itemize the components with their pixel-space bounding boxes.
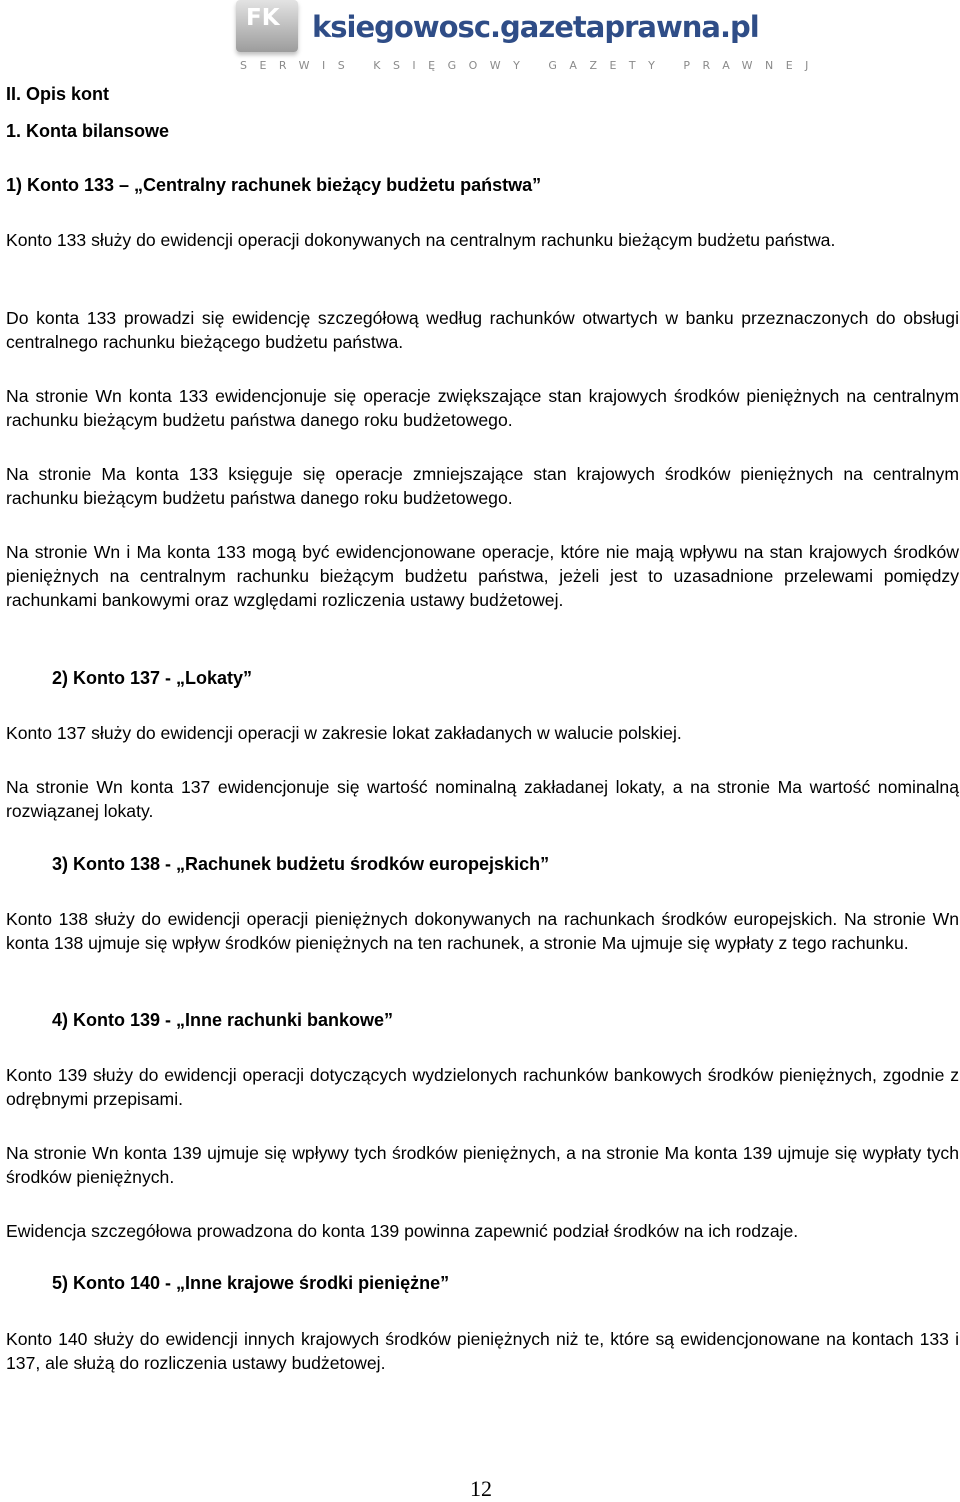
- paragraph: Ewidencja szczegółowa prowadzona do konta 139 powinna zapewnić podział środków na ich rodzaje.: [6, 1221, 799, 1241]
- paragraph: Do konta 133 prowadzi się ewidencję szczegółową według rachunków otwartych w banku przeznaczonych do obsługi centralnego rachunku bieżącego budżetu państwa.: [6, 308, 959, 352]
- account-140-title: 5) Konto 140 - „Inne krajowe środki pieniężne”: [52, 1273, 450, 1293]
- paragraph: Konto 140 służy do ewidencji innych krajowych środków pieniężnych niż te, które są ewidencjonowane na kontach 133 i 137, ale służą do rozliczenia ustawy budżetowej.: [6, 1329, 959, 1373]
- paragraph: Konto 137 służy do ewidencji operacji w zakresie lokat zakładanych w walucie polskiej.: [6, 723, 682, 743]
- publisher-logo: [236, 0, 821, 78]
- subsection-title: 1. Konta bilansowe: [6, 121, 170, 141]
- account-133-title: 1) Konto 133 – „Centralny rachunek bieżący budżetu państwa”: [6, 175, 542, 195]
- logo-tagline: SERWIS KSIĘGOWY GAZETY PRAWNEJ: [240, 59, 821, 72]
- paragraph: Na stronie Wn konta 139 ujmuje się wpływy tych środków pieniężnych, a na stronie Ma konta 139 ujmuje się wypłaty tych środków pieniężnych.: [6, 1143, 959, 1187]
- account-137-title: 2) Konto 137 - „Lokaty”: [52, 668, 253, 688]
- fk-badge-text: FK: [246, 5, 280, 31]
- paragraph: Na stronie Ma konta 133 księguje się operacje zmniejszające stan krajowych środków pieniężnych na centralnym rachunku bieżącym budżetu państwa danego roku budżetowego.: [6, 464, 959, 508]
- paragraph: Konto 138 służy do ewidencji operacji pieniężnych dokonywanych na rachunkach środków europejskich. Na stronie Wn konta 138 ujmuje się wpływ środków pieniężnych na ten rachunek, a stronie Ma ujmuje się wypłaty z tego rachunku.: [6, 909, 959, 953]
- logo-name: ksiegowosc.gazetaprawna.pl: [312, 10, 759, 44]
- account-138-title: 3) Konto 138 - „Rachunek budżetu środków europejskich”: [52, 854, 550, 874]
- paragraph: Konto 139 służy do ewidencji operacji dotyczących wydzielonych rachunków bankowych środków pieniężnych, zgodnie z odrębnymi przepisami.: [6, 1065, 959, 1109]
- paragraph: Na stronie Wn i Ma konta 133 mogą być ewidencjonowane operacje, które nie mają wpływu na stan krajowych środków pieniężnych na centralnym rachunku bieżącym budżetu państwa, jeżeli jest to uzasadnione przelewami pomiędzy rachunkami bankowymi oraz względami rozliczenia ustawy budżetowej.: [6, 542, 959, 610]
- account-139-title: 4) Konto 139 - „Inne rachunki bankowe”: [52, 1010, 394, 1030]
- page-number: 12: [470, 1476, 492, 1501]
- paragraph: Konto 133 służy do ewidencji operacji dokonywanych na centralnym rachunku bieżącym budżetu państwa.: [6, 230, 836, 250]
- section-title: II. Opis kont: [6, 84, 110, 104]
- fk-badge: [236, 0, 298, 52]
- paragraph: Na stronie Wn konta 133 ewidencjonuje się operacje zwiększające stan krajowych środków pieniężnych na centralnym rachunku bieżącym budżetu państwa danego roku budżetowego.: [6, 386, 959, 430]
- paragraph: Na stronie Wn konta 137 ewidencjonuje się wartość nominalną zakładanej lokaty, a na stronie Ma wartość nominalną rozwiązanej lokaty.: [6, 777, 959, 821]
